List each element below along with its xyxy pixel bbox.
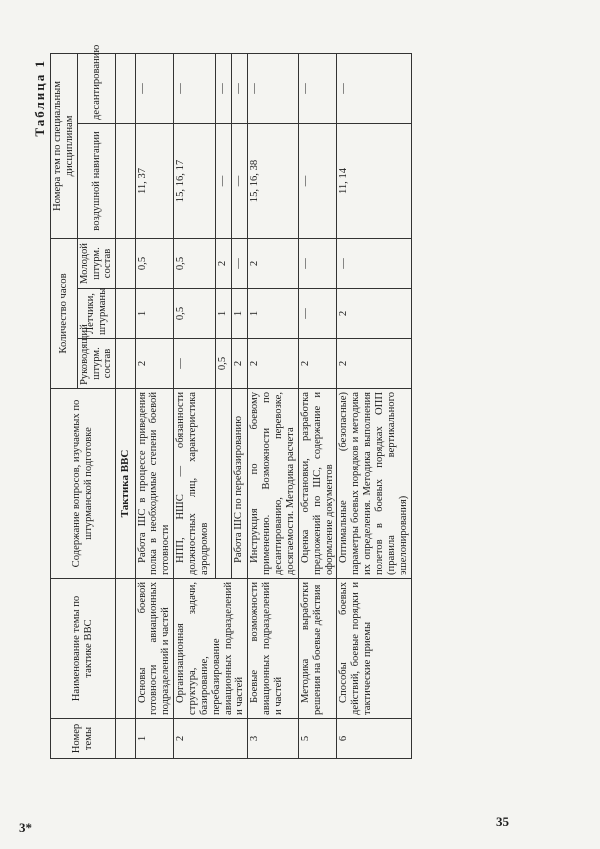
header-hours: Количество часов bbox=[51, 239, 78, 389]
row-number: 3 bbox=[248, 719, 298, 759]
topic-name: Способы боевых действий, боевые порядки и тактические приемы bbox=[337, 579, 411, 719]
hours-pilots: 1 bbox=[232, 289, 248, 339]
topics-des: — bbox=[174, 54, 216, 124]
topics-nav: 11, 14 bbox=[337, 124, 411, 239]
hours-pilots: 1 bbox=[216, 289, 232, 339]
topics-nav: 15, 16, 17 bbox=[174, 124, 216, 239]
header-topics-des: десантированию bbox=[77, 54, 116, 124]
hours-young: 2 bbox=[216, 239, 232, 289]
header-topics: Номера тем по специальным дисциплинам bbox=[51, 54, 78, 239]
header-content: Содержание вопросов, изучаемых по штурманской подготовке bbox=[51, 389, 116, 579]
topic-content: Работа ШС в процессе приведения полка в необходимые степени боевой готовности bbox=[135, 389, 174, 579]
topic-content: Инструкция по боевому применению. Возможности по десантированию, перевозке, досягаемости. Методика расчета bbox=[248, 389, 298, 579]
topics-des: — bbox=[135, 54, 174, 124]
topic-name: Методика выработки решения на боевые действия bbox=[298, 579, 337, 719]
row-number: 1 bbox=[135, 719, 174, 759]
topic-content bbox=[216, 389, 232, 579]
topics-des: — bbox=[216, 54, 232, 124]
topics-nav: — bbox=[298, 124, 337, 239]
topics-des: — bbox=[298, 54, 337, 124]
hours-lead: 2 bbox=[298, 339, 337, 389]
header-hours-lead: Руководящий штурм. состав bbox=[77, 339, 116, 389]
hours-pilots: — bbox=[298, 289, 337, 339]
topics-nav: — bbox=[216, 124, 232, 239]
table-row bbox=[135, 54, 174, 759]
hours-young: 2 bbox=[248, 239, 298, 289]
hours-pilots: 2 bbox=[337, 289, 411, 339]
row-number: 6 bbox=[337, 719, 411, 759]
hours-young: — bbox=[337, 239, 411, 289]
topic-content: НПП, НШС — обязанности должностных лиц, характеристика аэродромов bbox=[174, 389, 216, 579]
table-row bbox=[174, 54, 216, 759]
hours-lead: 2 bbox=[248, 339, 298, 389]
hours-lead: — bbox=[174, 339, 216, 389]
header-number: Номер темы bbox=[51, 719, 116, 759]
header-name: Наименование темы по тактике ВВС bbox=[51, 579, 116, 719]
hours-young: — bbox=[232, 239, 248, 289]
hours-lead: 2 bbox=[232, 339, 248, 389]
header-hours-young: Молодой штурм. состав bbox=[77, 239, 116, 289]
topics-des: — bbox=[248, 54, 298, 124]
section-title: Тактика ВВС bbox=[116, 389, 135, 579]
hours-young: — bbox=[298, 239, 337, 289]
rotated-page bbox=[30, 44, 570, 799]
header-hours-pilots: Летчики, штурманы bbox=[77, 289, 116, 339]
topic-content: Работа ШС по перебазированию bbox=[232, 389, 248, 579]
topic-name: Организационная структура, задачи, базирование, перебазирование авиационных подразделений и частей bbox=[174, 579, 248, 719]
hours-young: 0,5 bbox=[135, 239, 174, 289]
hours-lead: 0,5 bbox=[216, 339, 232, 389]
hours-lead: 2 bbox=[337, 339, 411, 389]
signature-mark: 3* bbox=[19, 820, 32, 835]
topic-content: Оптимальные (безопасные) параметры боевых порядков и методика их определения. Методика выполнения полетов в боевых порядках ОПП (правила вертикального эшелонирования) bbox=[337, 389, 411, 579]
hours-young: 0,5 bbox=[174, 239, 216, 289]
topic-name: Боевые возможности авиационных подразделений и частей bbox=[248, 579, 298, 719]
hours-pilots: 1 bbox=[135, 289, 174, 339]
header-topics-nav: воздушной навигации bbox=[77, 124, 116, 239]
row-number: 5 bbox=[298, 719, 337, 759]
hours-pilots: 0,5 bbox=[174, 289, 216, 339]
topic-content: Оценка обстановки, разработка предложений по ШС, содержание и оформление документов bbox=[298, 389, 337, 579]
table-title: Таблица 1 bbox=[32, 59, 47, 137]
topics-des: — bbox=[232, 54, 248, 124]
table-row bbox=[248, 54, 298, 759]
topics-des: — bbox=[337, 54, 411, 124]
topic-name: Основы боевой готовности авиационных подразделений и частей bbox=[135, 579, 174, 719]
data-table bbox=[50, 44, 412, 759]
topics-nav: 15, 16, 38 bbox=[248, 124, 298, 239]
table-row bbox=[337, 54, 411, 759]
hours-lead: 2 bbox=[135, 339, 174, 389]
page-number: 35 bbox=[496, 814, 509, 829]
table-row bbox=[298, 54, 337, 759]
row-number: 2 bbox=[174, 719, 248, 759]
topics-nav: — bbox=[232, 124, 248, 239]
hours-pilots: 1 bbox=[248, 289, 298, 339]
topics-nav: 11, 37 bbox=[135, 124, 174, 239]
